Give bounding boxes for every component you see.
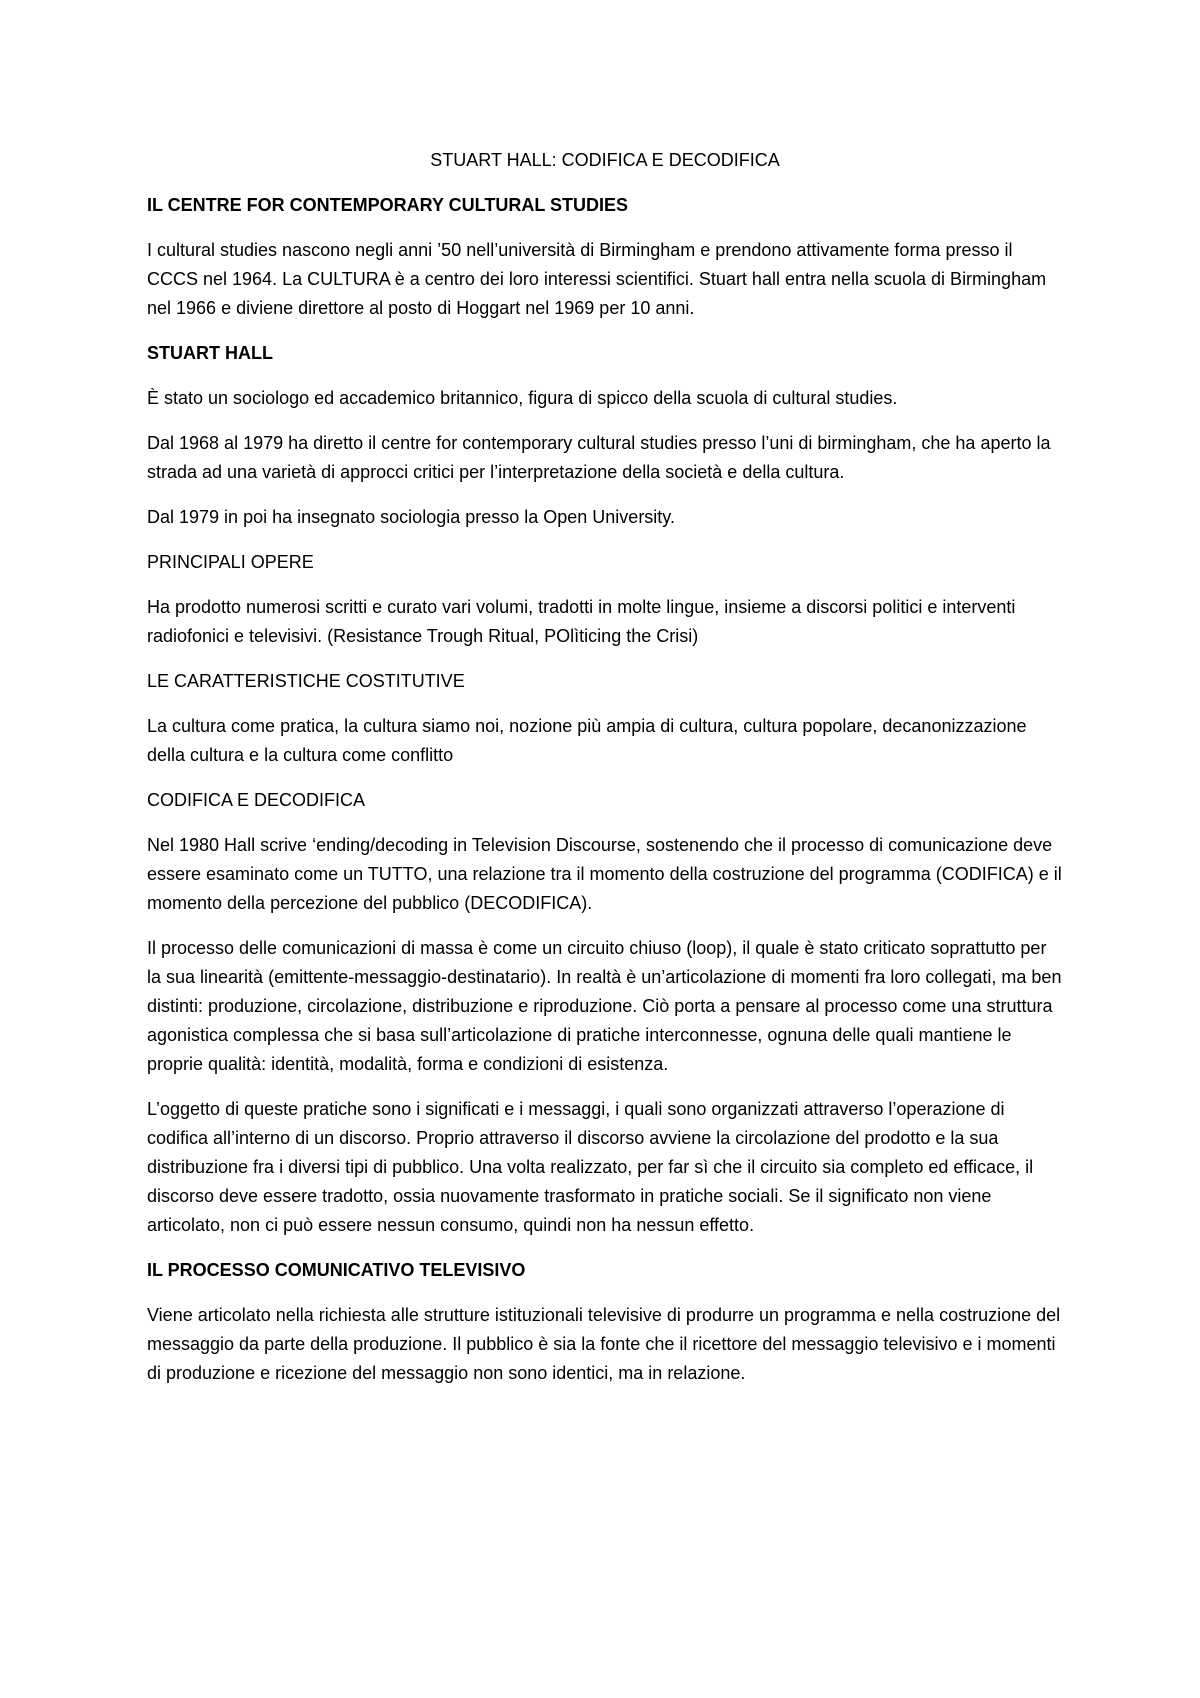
section-heading: STUART HALL [147,343,273,363]
body-paragraph: L’oggetto di queste pratiche sono i significati e i messaggi, i quali sono organizzati attraverso l’operazione di codifica all’interno di un discorso. Proprio attraverso il discorso avviene la circolazione del prodotto e la sua distribuzione fra i diversi tipi di pubblico. Una volta realizzato, per far sì che il circuito sia completo ed efficace, il discorso deve essere tradotto, ossia nuovamente trasformato in pratiche sociali. Se il significato non viene articolato, non ci può essere nessun consumo, quindi non ha nessun effetto. [147,1099,1034,1235]
body-paragraph: La cultura come pratica, la cultura siamo noi, nozione più ampia di cultura, cultura popolare, decanonizzazione della cultura e la cultura come conflitto [147,716,1027,765]
body-paragraph: Nel 1980 Hall scrive ‘ending/decoding in Television Discourse, sostenendo che il processo di comunicazione deve essere esaminato come un TUTTO, una relazione tra il momento della costruzione del programma (CODIFICA) e il momento della percezione del pubblico (DECODIFICA). [147,835,1062,913]
document-section [147,1256,1063,1388]
section-heading: IL CENTRE FOR CONTEMPORARY CULTURAL STUDIES [147,195,629,215]
document-body [147,146,1063,1404]
sections-container [147,191,1063,1388]
document-section [147,667,1063,770]
document-title: STUART HALL: CODIFICA E DECODIFICA [430,150,780,170]
document-section [147,548,1063,651]
section-heading: IL PROCESSO COMUNICATIVO TELEVISIVO [147,1260,526,1280]
document-section [147,786,1063,1240]
body-paragraph: È stato un sociologo ed accademico britannico, figura di spicco della scuola di cultural studies. [147,388,898,408]
body-paragraph: Dal 1979 in poi ha insegnato sociologia presso la Open University. [147,507,675,527]
body-paragraph: Viene articolato nella richiesta alle strutture istituzionali televisive di produrre un programma e nella costruzione del messaggio da parte della produzione. Il pubblico è sia la fonte che il ricettore del messaggio televisivo e i momenti di produzione e ricezione del messaggio non sono identici, ma in relazione. [147,1305,1061,1383]
document-section [147,339,1063,532]
body-paragraph: Dal 1968 al 1979 ha diretto il centre for contemporary cultural studies presso l’uni di birmingham, che ha aperto la strada ad una varietà di approcci critici per l’interpretazione della società e della cultura. [147,433,1051,482]
body-paragraph: Il processo delle comunicazioni di massa è come un circuito chiuso (loop), il quale è stato criticato soprattutto per la sua linearità (emittente-messaggio-destinatario). In realtà è un’articolazione di momenti fra loro collegati, ma ben distinti: produzione, circolazione, distribuzione e riproduzione. Ciò porta a pensare al processo come una struttura agonistica complessa che si basa sull’articolazione di pratiche interconnesse, ognuna delle quali mantiene le proprie qualità: identità, modalità, forma e condizioni di esistenza. [147,938,1062,1074]
section-heading: LE CARATTERISTICHE COSTITUTIVE [147,671,465,691]
section-heading: CODIFICA E DECODIFICA [147,790,366,810]
section-heading: PRINCIPALI OPERE [147,552,314,572]
body-paragraph: I cultural studies nascono negli anni ’50 nell’università di Birmingham e prendono attivamente forma presso il CCCS nel 1964. La CULTURA è a centro dei loro interessi scientifici. Stuart hall entra nella scuola di Birmingham nel 1966 e diviene direttore al posto di Hoggart nel 1969 per 10 anni. [147,240,1047,318]
body-paragraph: Ha prodotto numerosi scritti e curato vari volumi, tradotti in molte lingue, insieme a discorsi politici e interventi radiofonici e televisivi. (Resistance Trough Ritual, POlìticing the Crisi) [147,597,1016,646]
document-section [147,191,1063,323]
